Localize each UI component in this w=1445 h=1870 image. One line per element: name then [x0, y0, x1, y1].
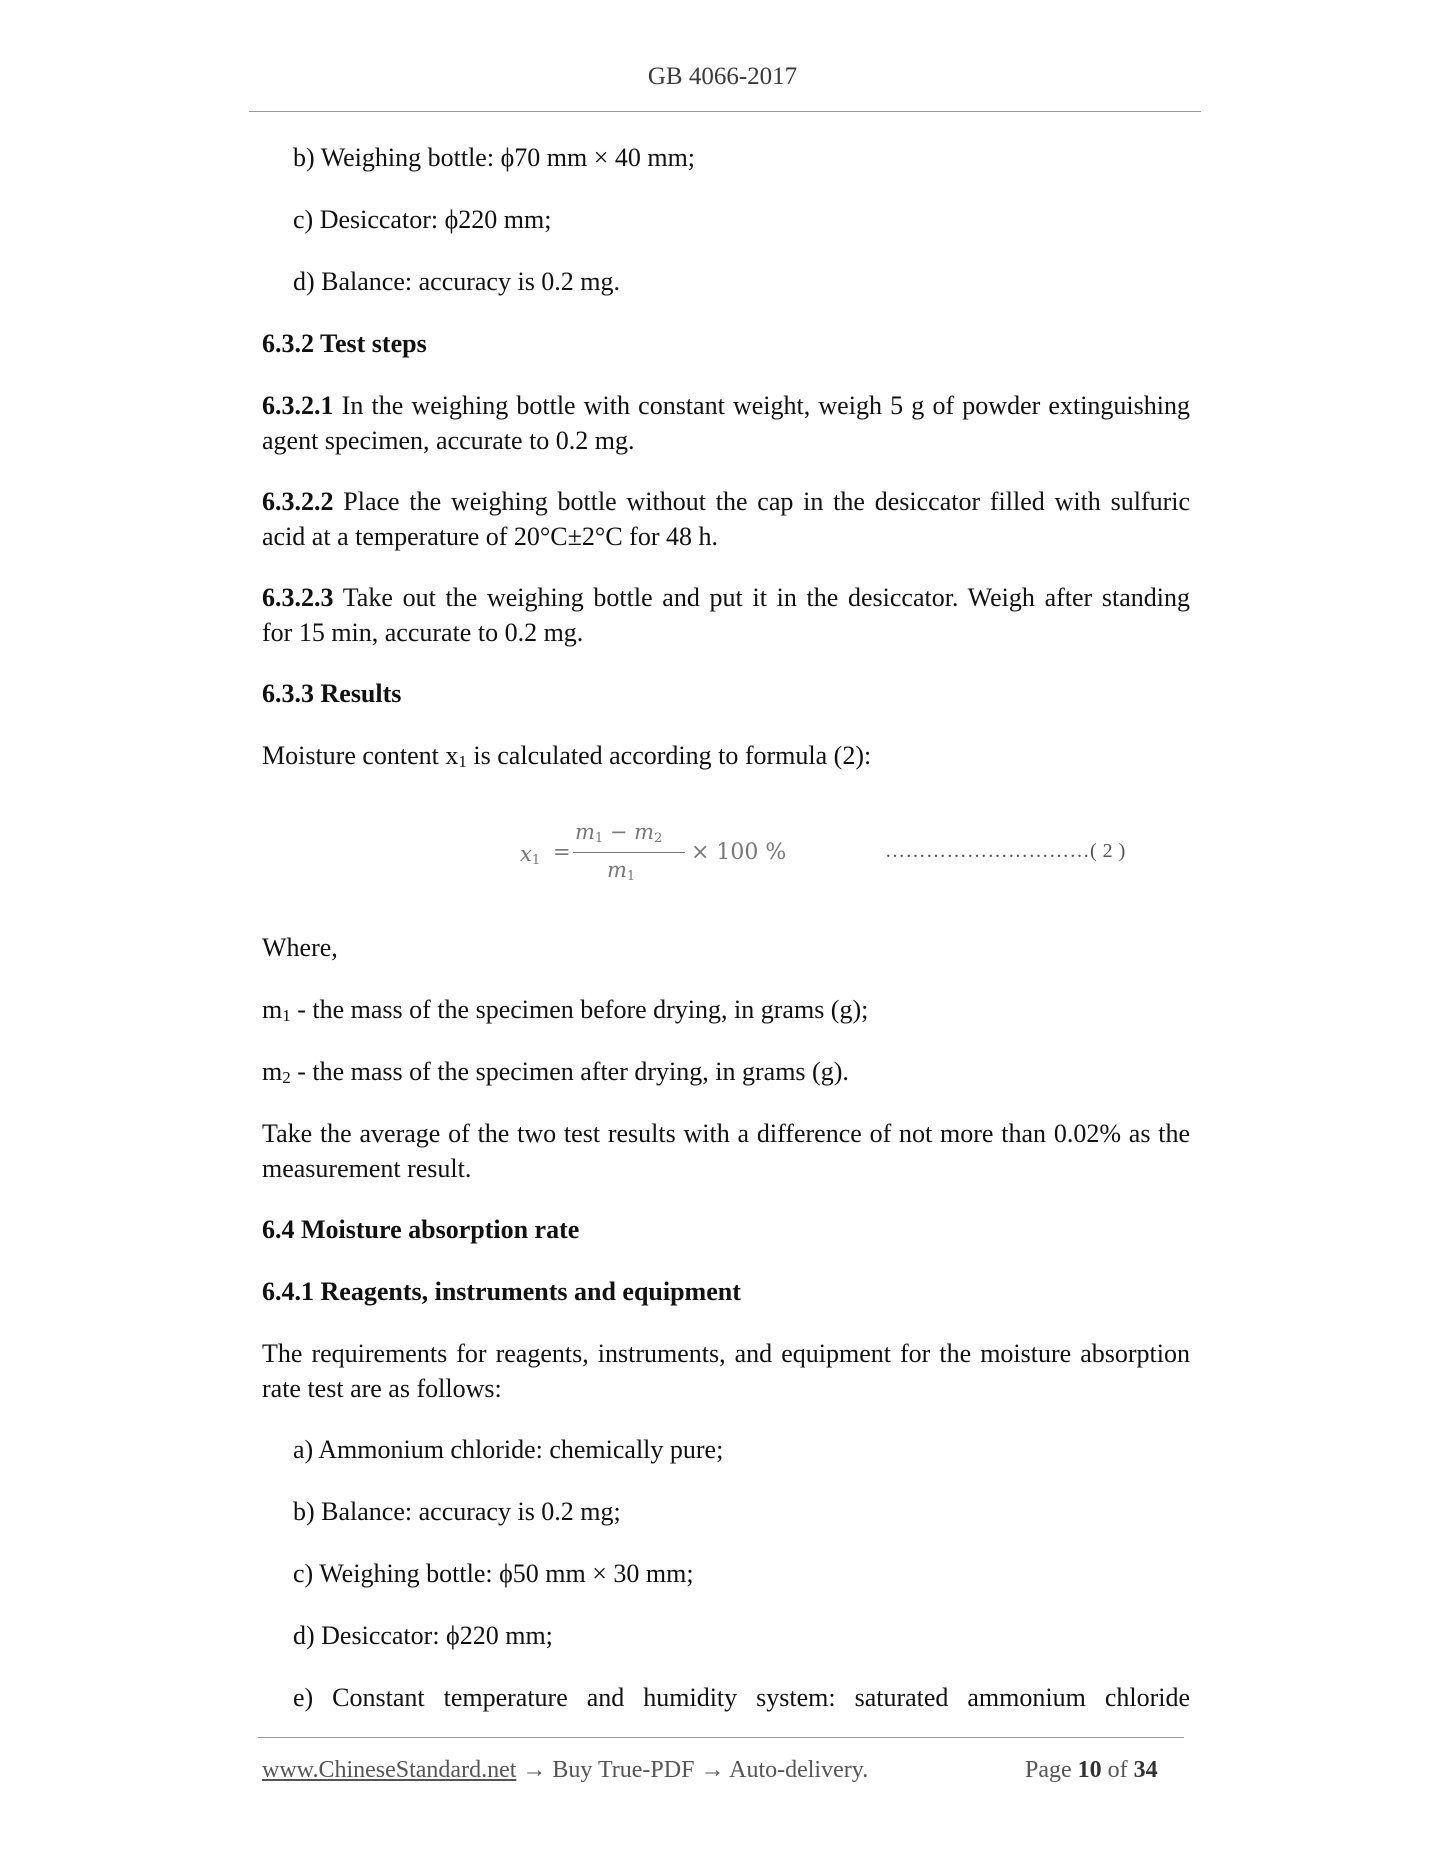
page-total: 34: [1133, 1757, 1158, 1783]
step-paragraph: [262, 580, 1190, 615]
formula-numerator: $m_1 - m_2$: [575, 820, 663, 846]
where-label: Where,: [262, 933, 338, 962]
header-title: GB 4066-2017: [647, 63, 798, 90]
variable-definition: $m_2$ - the mass of the specimen after drying, in grams (g).: [262, 1057, 849, 1087]
requirements-paragraph-cont: rate test are as follows:: [262, 1374, 502, 1403]
footer-promo: [262, 1757, 868, 1784]
section-heading: 6.3.3 Results: [262, 679, 402, 708]
formula-2: [515, 818, 795, 888]
formula-denominator: $m_1$: [607, 858, 636, 884]
formula-equals: =: [553, 840, 571, 864]
list-item: b) Balance: accuracy is 0.2 mg;: [293, 1497, 621, 1526]
equation-number: …………………………( 2 ): [885, 840, 1126, 862]
footer-divider: [258, 1737, 1184, 1738]
note-paragraph-cont: measurement result.: [262, 1154, 472, 1183]
fraction-bar: [573, 852, 685, 853]
step-number: 6.3.2.1: [262, 391, 334, 420]
section-heading: 6.4 Moisture absorption rate: [262, 1215, 580, 1244]
step-text: Place the weighing bottle without the cap in the desiccator filled with sulfuric: [333, 487, 1190, 516]
step-number: 6.3.2.2: [262, 487, 334, 516]
requirements-paragraph: The requirements for reagents, instruments, and equipment for the moisture absorption: [262, 1339, 1190, 1368]
page-number: 10: [1077, 1757, 1102, 1783]
note-paragraph: Take the average of the two test results with a difference of not more than 0.02% as the: [262, 1119, 1190, 1148]
list-item: b) Weighing bottle: ϕ70 mm × 40 mm;: [293, 143, 696, 172]
list-item: c) Weighing bottle: ϕ50 mm × 30 mm;: [293, 1559, 694, 1588]
page-indicator: Page 10 of 34: [1025, 1757, 1158, 1783]
step-text: In the weighing bottle with constant weight, weigh 5 g of powder extinguishing: [333, 391, 1190, 420]
step-paragraph: [262, 484, 1190, 519]
list-item: e) Constant temperature and humidity system: saturated ammonium chloride: [293, 1683, 1190, 1712]
step-paragraph-cont: for 15 min, accurate to 0.2 mg.: [262, 618, 584, 647]
step-paragraph: [262, 388, 1190, 423]
step-paragraph-cont: agent specimen, accurate to 0.2 mg.: [262, 426, 635, 455]
formula-lhs: $x_1$: [520, 842, 541, 868]
step-paragraph-cont: acid at a temperature of 20°C±2°C for 48 h.: [262, 522, 718, 551]
section-heading: 6.3.2 Test steps: [262, 329, 427, 358]
promo-text: → Buy True-PDF → Auto-delivery.: [516, 1757, 869, 1783]
step-number: 6.3.2.3: [262, 583, 334, 612]
step-text: Take out the weighing bottle and put it in the desiccator. Weigh after standing: [333, 583, 1190, 612]
list-item: d) Desiccator: ϕ220 mm;: [293, 1621, 553, 1650]
list-item: c) Desiccator: ϕ220 mm;: [293, 205, 552, 234]
list-item: d) Balance: accuracy is 0.2 mg.: [293, 267, 621, 296]
site-link[interactable]: www.ChineseStandard.net: [262, 1757, 517, 1783]
section-heading: 6.4.1 Reagents, instruments and equipment: [262, 1277, 741, 1306]
header-divider: [249, 111, 1201, 112]
variable-definition: $m_1$ - the mass of the specimen before drying, in grams (g);: [262, 995, 869, 1025]
formula-rhs: × 100 %: [691, 840, 787, 865]
list-item: a) Ammonium chloride: chemically pure;: [293, 1435, 724, 1464]
formula-intro: Moisture content $x_1$ is calculated according to formula (2):: [262, 741, 872, 771]
